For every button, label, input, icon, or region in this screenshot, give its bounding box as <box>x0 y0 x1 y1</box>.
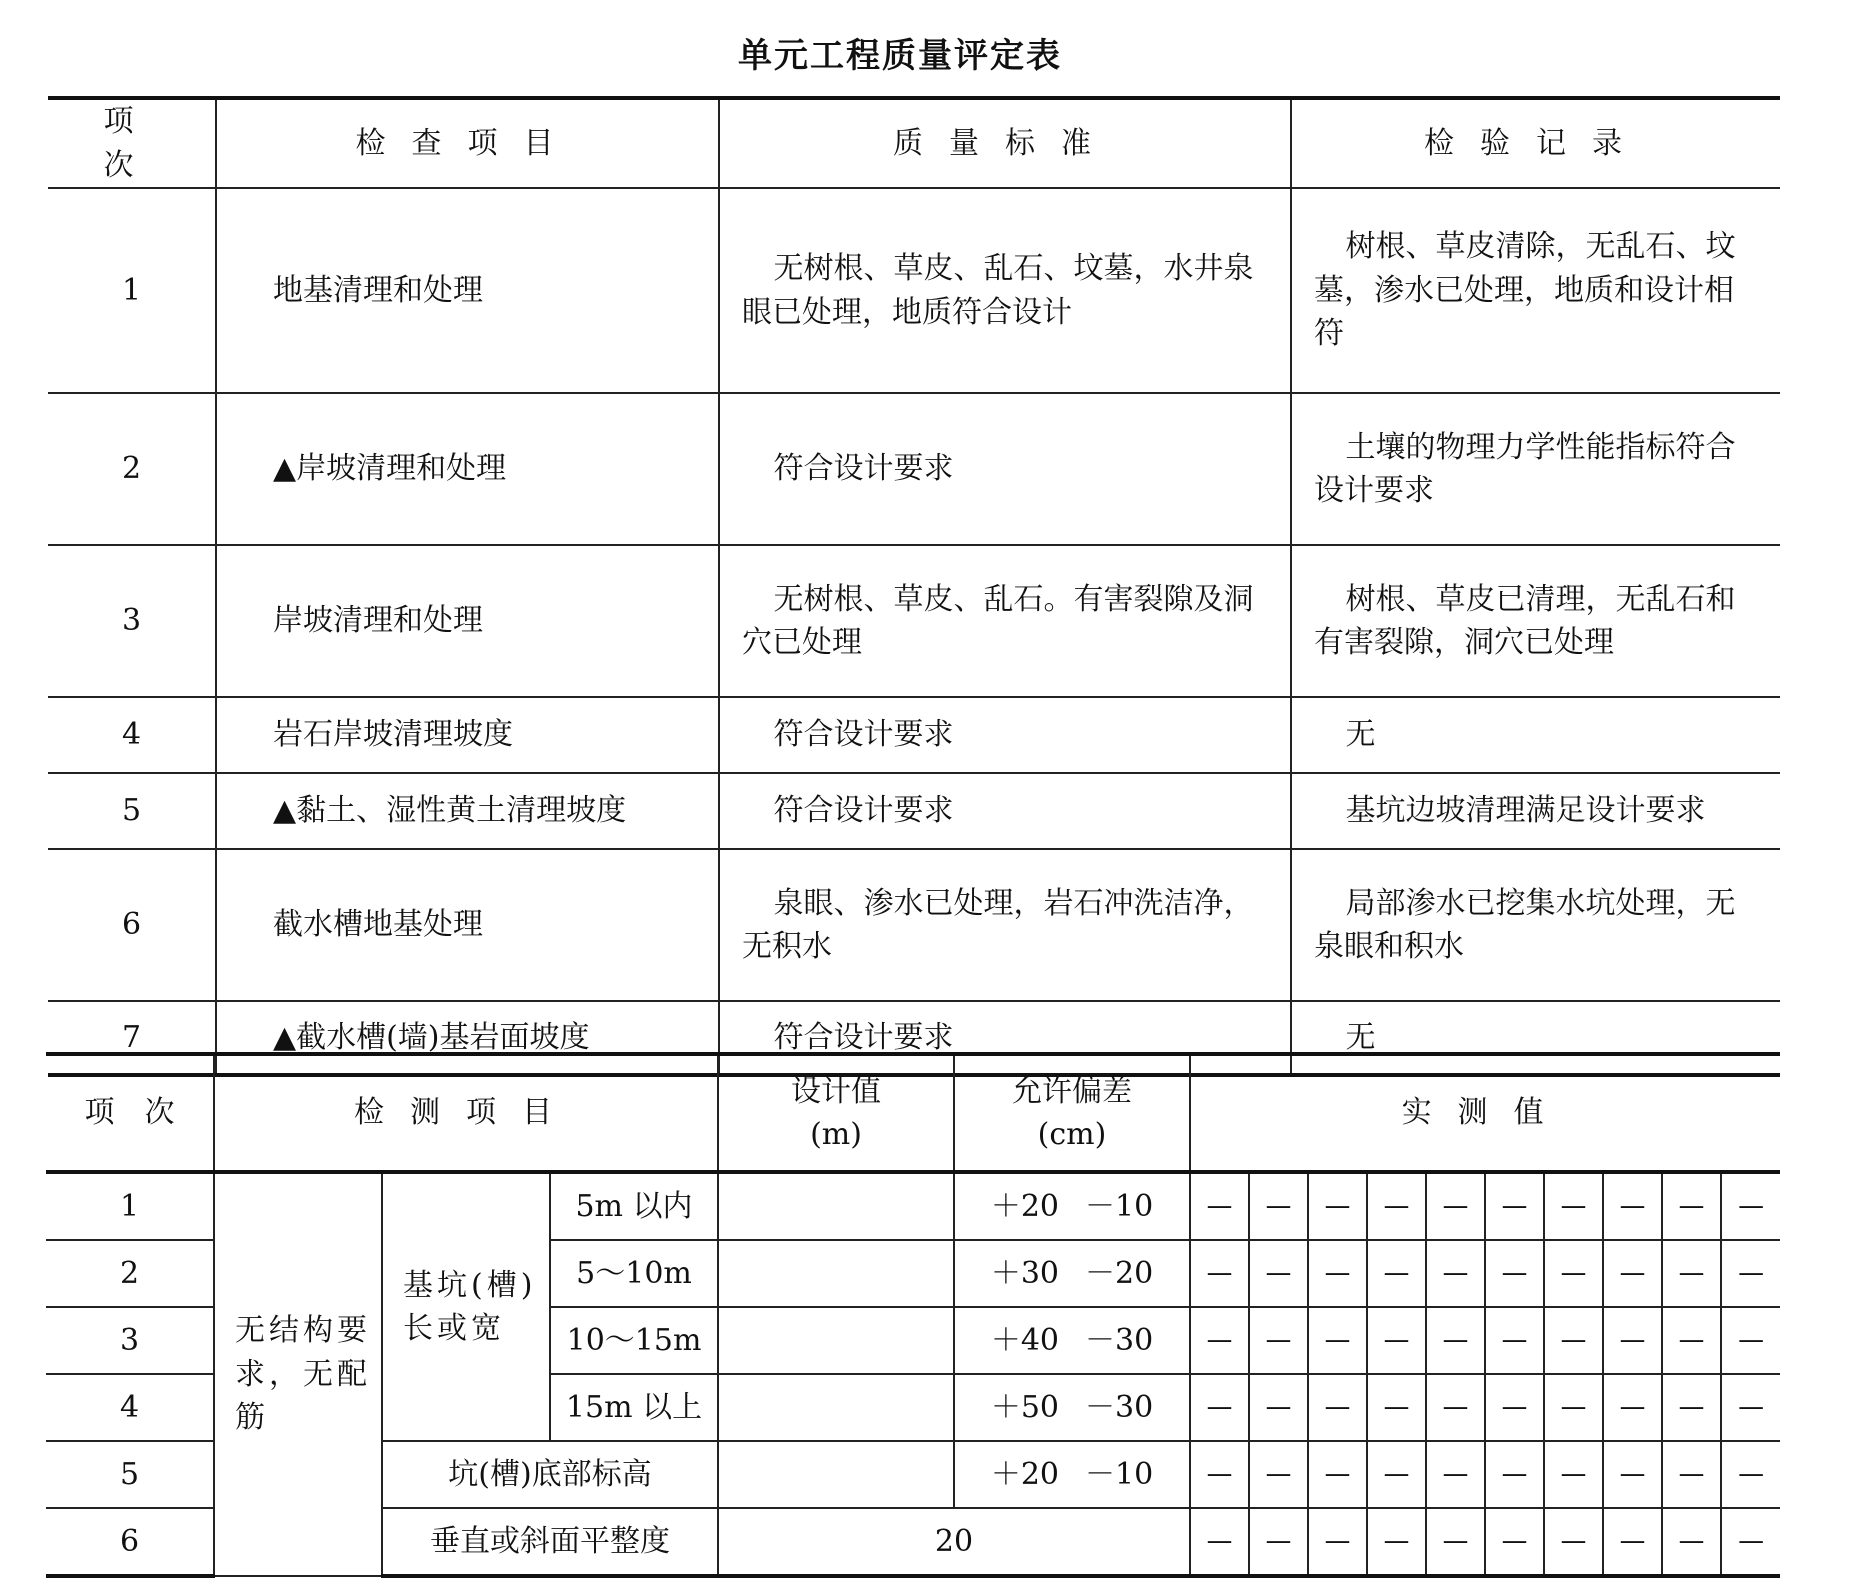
inspection-row <box>48 697 1780 773</box>
measured-value: — <box>1485 1307 1544 1374</box>
measured-value: — <box>1367 1240 1426 1307</box>
header-check-item: 检查项目 <box>216 98 719 188</box>
tolerance-minus: －30 <box>1085 1389 1154 1425</box>
measured-value: — <box>1426 1307 1485 1374</box>
header-no: 项 次 <box>48 98 216 188</box>
quality-standard: 符合设计要求 <box>719 393 1291 545</box>
row-number: 3 <box>46 1307 214 1374</box>
measured-value: — <box>1367 1508 1426 1576</box>
tolerance-cell <box>954 1240 1190 1307</box>
check-item: ▲黏土、湿性黄土清理坡度 <box>216 773 719 849</box>
measured-value: — <box>1367 1307 1426 1374</box>
tolerance-minus: －10 <box>1085 1456 1154 1492</box>
check-item: ▲截水槽(墙)基岩面坡度 <box>216 1001 719 1075</box>
measured-value: — <box>1426 1374 1485 1441</box>
measured-value: — <box>1190 1374 1249 1441</box>
quality-standard: 泉眼、渗水已处理，岩石冲洗洁净，无积水 <box>719 849 1291 1001</box>
measured-value: — <box>1662 1240 1721 1307</box>
measured-value: — <box>1190 1172 1249 1240</box>
measured-value: — <box>1544 1508 1603 1576</box>
check-item: 岸坡清理和处理 <box>216 545 719 697</box>
measured-value: — <box>1721 1172 1780 1240</box>
inspection-row <box>48 773 1780 849</box>
measured-value: — <box>1721 1508 1780 1576</box>
group-label: 无结构要求，无配筋 <box>214 1172 382 1576</box>
measured-value: — <box>1308 1441 1367 1508</box>
measured-value: — <box>1544 1307 1603 1374</box>
inspection-record: 树根、草皮已清理，无乱石和有害裂隙，洞穴已处理 <box>1291 545 1780 697</box>
range-label: 10～15m <box>550 1307 718 1374</box>
subgroup-label: 基坑(槽)长或宽 <box>382 1172 550 1441</box>
measured-value: — <box>1721 1374 1780 1441</box>
measured-value: — <box>1603 1307 1662 1374</box>
header-no: 项 次 <box>46 1054 214 1172</box>
design-value-cell <box>718 1374 954 1441</box>
quality-standard: 符合设计要求 <box>719 697 1291 773</box>
row-number: 1 <box>48 188 216 393</box>
inspection-record: 局部渗水已挖集水坑处理，无泉眼和积水 <box>1291 849 1780 1001</box>
tolerance-unit: (cm) <box>1037 1117 1107 1152</box>
measurement-row <box>46 1172 1780 1240</box>
tolerance-cell <box>954 1374 1190 1441</box>
header-measure-item: 检测项目 <box>214 1054 718 1172</box>
measured-value: — <box>1485 1240 1544 1307</box>
measure-item: 坑(槽)底部标高 <box>382 1441 718 1508</box>
tolerance-plus: ＋40 <box>990 1322 1060 1358</box>
measured-value: — <box>1249 1374 1308 1441</box>
tolerance-cell <box>954 1307 1190 1374</box>
measured-value: — <box>1190 1508 1249 1576</box>
quality-standard: 符合设计要求 <box>719 1001 1291 1075</box>
measured-value: — <box>1249 1307 1308 1374</box>
measured-value: — <box>1190 1441 1249 1508</box>
measured-value: — <box>1308 1240 1367 1307</box>
measured-value: — <box>1544 1240 1603 1307</box>
range-label: 5～10m <box>550 1240 718 1307</box>
inspection-table <box>48 96 1780 1077</box>
measured-value: — <box>1190 1307 1249 1374</box>
measured-value: — <box>1426 1240 1485 1307</box>
design-value-cell <box>718 1307 954 1374</box>
tolerance-plus: ＋30 <box>990 1255 1060 1291</box>
measured-value: — <box>1249 1508 1308 1576</box>
inspection-record: 土壤的物理力学性能指标符合设计要求 <box>1291 393 1780 545</box>
tolerance-label: 允许偏差 <box>1012 1073 1133 1109</box>
measured-value: — <box>1367 1441 1426 1508</box>
inspection-row <box>48 849 1780 1001</box>
check-item: ▲岸坡清理和处理 <box>216 393 719 545</box>
inspection-row <box>48 393 1780 545</box>
measurement-header-row <box>46 1054 1780 1172</box>
tolerance-cell <box>954 1441 1190 1508</box>
row-number: 6 <box>46 1508 214 1576</box>
measurement-table <box>46 1052 1780 1578</box>
inspection-record: 无 <box>1291 697 1780 773</box>
measured-value: — <box>1603 1240 1662 1307</box>
design-value-cell <box>718 1240 954 1307</box>
measured-value: — <box>1485 1374 1544 1441</box>
measured-value: — <box>1249 1240 1308 1307</box>
measured-value: — <box>1603 1441 1662 1508</box>
tolerance-cell: 20 <box>718 1508 1190 1576</box>
quality-standard: 符合设计要求 <box>719 773 1291 849</box>
measured-value: — <box>1485 1441 1544 1508</box>
measured-value: — <box>1426 1441 1485 1508</box>
measured-value: — <box>1190 1240 1249 1307</box>
design-value-unit: (m) <box>810 1117 862 1152</box>
header-quality-standard: 质量标准 <box>719 98 1291 188</box>
tolerance-minus: －10 <box>1085 1188 1154 1224</box>
inspection-record: 基坑边坡清理满足设计要求 <box>1291 773 1780 849</box>
measured-value: — <box>1662 1508 1721 1576</box>
measured-value: — <box>1544 1172 1603 1240</box>
measured-value: — <box>1308 1508 1367 1576</box>
measured-value: — <box>1662 1172 1721 1240</box>
row-number: 2 <box>46 1240 214 1307</box>
row-number: 6 <box>48 849 216 1001</box>
measure-item: 垂直或斜面平整度 <box>382 1508 718 1576</box>
page-title: 单元工程质量评定表 <box>738 36 1062 76</box>
inspection-record: 树根、草皮清除，无乱石、坟墓，渗水已处理，地质和设计相符 <box>1291 188 1780 393</box>
range-label: 5m 以内 <box>550 1172 718 1240</box>
measured-value: — <box>1426 1508 1485 1576</box>
measured-value: — <box>1603 1374 1662 1441</box>
measured-value: — <box>1603 1172 1662 1240</box>
inspection-row <box>48 188 1780 393</box>
tolerance-minus: －20 <box>1085 1255 1154 1291</box>
row-number: 1 <box>46 1172 214 1240</box>
measured-value: — <box>1367 1172 1426 1240</box>
row-number: 5 <box>46 1441 214 1508</box>
row-number: 4 <box>48 697 216 773</box>
tolerance-cell <box>954 1172 1190 1240</box>
measured-value: — <box>1721 1240 1780 1307</box>
measured-value: — <box>1721 1441 1780 1508</box>
header-measured-values: 实测值 <box>1190 1054 1780 1172</box>
row-number: 5 <box>48 773 216 849</box>
measured-value: — <box>1544 1441 1603 1508</box>
measured-value: — <box>1485 1172 1544 1240</box>
tolerance-plus: ＋20 <box>990 1188 1060 1224</box>
header-inspection-record: 检验记录 <box>1291 98 1780 188</box>
inspection-header-row <box>48 98 1780 188</box>
check-item: 地基清理和处理 <box>216 188 719 393</box>
measured-value: — <box>1662 1307 1721 1374</box>
inspection-row <box>48 545 1780 697</box>
measured-value: — <box>1367 1374 1426 1441</box>
row-number: 2 <box>48 393 216 545</box>
tolerance-plus: ＋50 <box>990 1389 1060 1425</box>
design-value-label: 设计值 <box>791 1073 882 1109</box>
check-item: 截水槽地基处理 <box>216 849 719 1001</box>
measured-value: — <box>1544 1374 1603 1441</box>
row-number: 3 <box>48 545 216 697</box>
measured-value: — <box>1662 1441 1721 1508</box>
measured-value: — <box>1485 1508 1544 1576</box>
measured-value: — <box>1308 1374 1367 1441</box>
measured-value: — <box>1721 1307 1780 1374</box>
measured-value: — <box>1308 1307 1367 1374</box>
header-tolerance <box>954 1054 1190 1172</box>
measured-value: — <box>1249 1441 1308 1508</box>
measured-value: — <box>1308 1172 1367 1240</box>
row-number: 4 <box>46 1374 214 1441</box>
inspection-record: 无 <box>1291 1001 1780 1075</box>
design-value-cell <box>718 1172 954 1240</box>
check-item: 岩石岸坡清理坡度 <box>216 697 719 773</box>
design-value-cell <box>718 1441 954 1508</box>
tolerance-plus: ＋20 <box>990 1456 1060 1492</box>
quality-standard: 无树根、草皮、乱石。有害裂隙及洞穴已处理 <box>719 545 1291 697</box>
row-number: 7 <box>48 1001 216 1075</box>
measured-value: — <box>1603 1508 1662 1576</box>
tolerance-minus: －30 <box>1085 1322 1154 1358</box>
measured-value: — <box>1249 1172 1308 1240</box>
quality-standard: 无树根、草皮、乱石、坟墓，水井泉眼已处理，地质符合设计 <box>719 188 1291 393</box>
measured-value: — <box>1662 1374 1721 1441</box>
range-label: 15m 以上 <box>550 1374 718 1441</box>
measured-value: — <box>1426 1172 1485 1240</box>
header-design-value <box>718 1054 954 1172</box>
